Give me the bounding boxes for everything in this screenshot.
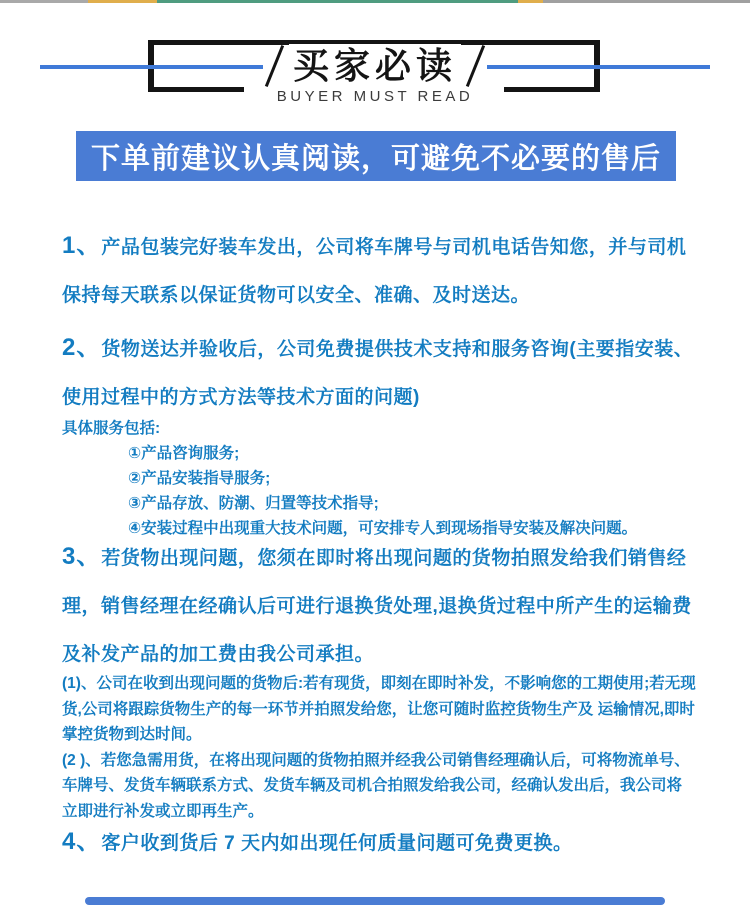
page-subtitle: BUYER MUST READ — [276, 88, 474, 105]
strip-segment-green — [157, 0, 518, 3]
note-2: (2 )、若您急需用货，在将出现问题的货物拍照并经我公司销售经理确认后，可将物流单号、车牌号、发货车辆联系方式、发货车辆及司机合拍照发给我公司，经确认发出后，我公司将立即进行补发或立即再生产。 — [62, 751, 690, 820]
item-2 — [62, 324, 696, 422]
item-4-number: 4、 — [62, 828, 102, 855]
slash-right-icon — [466, 45, 485, 87]
notice-banner: 下单前建议认真阅读，可避免不必要的售后 — [76, 131, 676, 181]
strip-segment-gray-left — [0, 0, 88, 3]
item-3 — [62, 533, 696, 679]
services-heading: 具体服务包括: — [62, 420, 161, 437]
item-3-number: 3、 — [62, 543, 102, 570]
item-2-text: 货物送达并验收后，公司免费提供技术支持和服务咨询(主要指安装、使用过程中的方式方法等技术方面的问题) — [62, 339, 694, 408]
strip-segment-gray-right — [543, 0, 750, 3]
service-item-2: ②产品安装指导服务; — [128, 470, 271, 487]
bottom-divider-bar — [85, 897, 665, 905]
notes-block — [62, 671, 696, 824]
slash-left-icon — [265, 45, 284, 87]
item-4 — [62, 818, 696, 868]
item-1-number: 1、 — [62, 232, 102, 259]
item-1-text: 产品包装完好装车发出，公司将车牌号与司机电话告知您，并与司机保持每天联系以保证货物可以安全、准确、及时送达。 — [62, 237, 687, 306]
strip-segment-yellow-right — [518, 0, 543, 3]
item-4-text: 客户收到货后 7 天内如出现任何质量问题可免费更换。 — [101, 833, 573, 854]
strip-segment-yellow-left — [88, 0, 157, 3]
services-block — [62, 416, 696, 541]
service-item-1: ①产品咨询服务; — [128, 445, 240, 462]
item-3-text: 若货物出现问题，您须在即时将出现问题的货物拍照发给我们销售经理，销售经理在经确认后可进行退换货处理,退换货过程中所产生的运输费及补发产品的加工费由我公司承担。 — [62, 548, 692, 665]
content — [62, 222, 696, 868]
page-title: 买家必读 — [289, 44, 461, 88]
service-item-4: ④安装过程中出现重大技术问题，可安排专人到现场指导安装及解决问题。 — [128, 520, 638, 537]
top-color-strip — [0, 0, 750, 3]
title-row — [0, 42, 750, 90]
item-1 — [62, 222, 696, 320]
service-item-3: ③产品存放、防潮、归置等技术指导; — [128, 495, 379, 512]
item-2-number: 2、 — [62, 334, 102, 361]
note-1: (1)、公司在收到出现问题的货物后:若有现货，即刻在即时补发，不影响您的工期使用;若无现货,公司将跟踪货物生产的每一环节并拍照发给您，让您可随时监控货物生产及 运输情况,即时掌控货物到达时间。 — [62, 675, 696, 743]
